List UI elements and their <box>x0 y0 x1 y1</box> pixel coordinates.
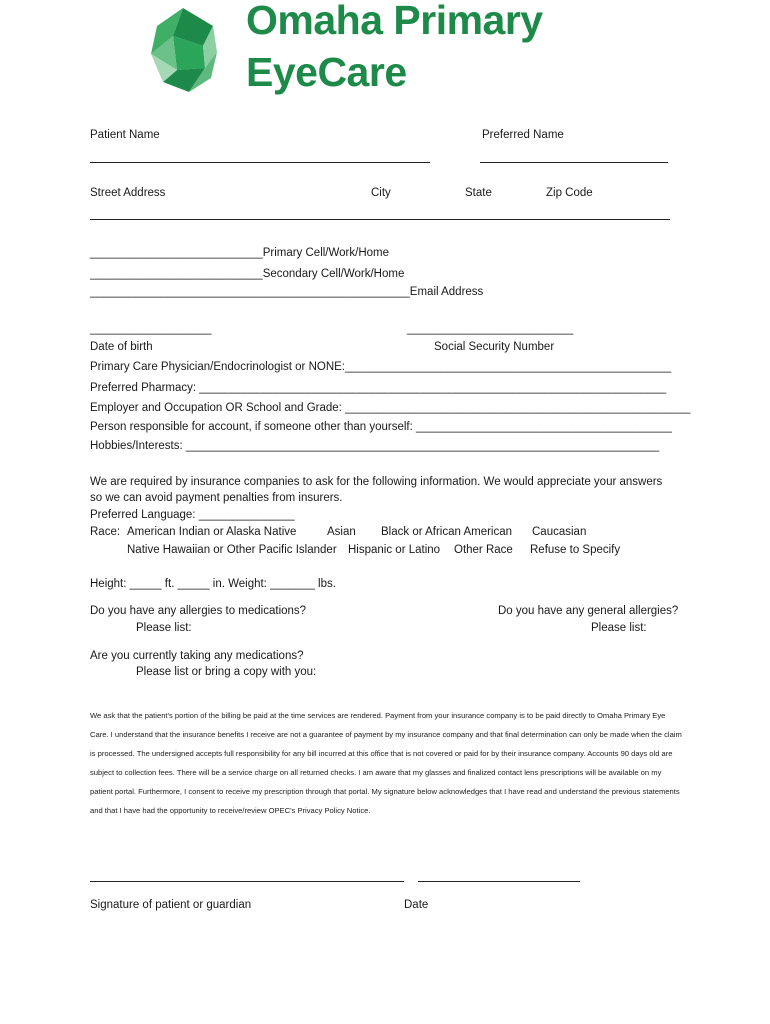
race-option[interactable]: Other Race <box>454 544 513 556</box>
current-medications-question: Are you currently taking any medications? <box>90 650 304 662</box>
primary-care-field[interactable]: Primary Care Physician/Endocrinologist or NONE:___________________________________________________ <box>90 361 672 373</box>
race-option[interactable]: Asian <box>327 526 356 538</box>
insurance-intro-line-2: so we can avoid payment penalties from insurers. <box>90 492 343 504</box>
date-field[interactable] <box>418 881 580 882</box>
hobbies-field[interactable]: Hobbies/Interests: __________________________________________________________________________ <box>90 440 660 452</box>
insurance-intro-line-1: We are required by insurance companies to ask for the following information. We would appreciate your answers <box>90 476 663 488</box>
race-option[interactable]: Black or African American <box>381 526 513 538</box>
email-row[interactable] <box>90 286 483 298</box>
preferred-language-field[interactable]: Preferred Language: _______________ <box>90 509 295 521</box>
address-field[interactable] <box>90 219 670 220</box>
primary-phone-blank[interactable]: ___________________________ <box>90 247 263 259</box>
secondary-phone-blank[interactable]: ___________________________ <box>90 268 263 280</box>
zip-code-label: Zip Code <box>546 187 593 199</box>
medication-allergies-question: Do you have any allergies to medications? <box>90 605 307 617</box>
preferred-name-field[interactable] <box>480 162 668 163</box>
patient-name-field[interactable] <box>90 162 430 163</box>
logo-line-2: EyeCare <box>246 49 407 95</box>
secondary-phone-label: Secondary Cell/Work/Home <box>262 268 405 280</box>
email-blank[interactable]: __________________________________________________ <box>90 286 410 298</box>
date-label: Date <box>404 899 429 911</box>
employer-field[interactable]: Employer and Occupation OR School and Grade: ______________________________________________________ <box>90 402 691 414</box>
signature-field[interactable] <box>90 881 404 882</box>
race-option[interactable]: Hispanic or Latino <box>348 544 441 556</box>
ssn-label: Social Security Number <box>434 341 555 353</box>
city-label: City <box>371 187 391 199</box>
dob-label: Date of birth <box>90 341 153 353</box>
state-label: State <box>465 187 492 199</box>
general-allergies-question: Do you have any general allergies? <box>498 605 679 617</box>
medication-allergies-list-label: Please list: <box>136 622 192 634</box>
primary-phone-row[interactable] <box>90 247 389 259</box>
race-label: Race: <box>90 526 121 538</box>
secondary-phone-row[interactable] <box>90 268 404 280</box>
dob-blank[interactable]: ___________________ <box>90 323 212 335</box>
race-option[interactable]: Caucasian <box>532 526 587 538</box>
logo-line-1: Omaha Primary <box>246 0 543 43</box>
signature-label: Signature of patient or guardian <box>90 899 252 911</box>
pharmacy-field[interactable]: Preferred Pharmacy: _________________________________________________________________________ <box>90 382 667 394</box>
general-allergies-list-label: Please list: <box>591 622 647 634</box>
responsible-field[interactable]: Person responsible for account, if someone other than yourself: ________________________________________ <box>90 421 672 433</box>
street-address-label: Street Address <box>90 187 166 199</box>
preferred-name-label: Preferred Name <box>482 129 564 141</box>
green-prism-logo-icon <box>143 6 219 96</box>
ssn-blank[interactable]: __________________________ <box>407 323 574 335</box>
current-medications-list-label: Please list or bring a copy with you: <box>136 666 317 678</box>
patient-name-label: Patient Name <box>90 129 160 141</box>
email-label: Email Address <box>409 286 484 298</box>
race-option[interactable]: American Indian or Alaska Native <box>127 526 297 538</box>
height-weight-field[interactable]: Height: _____ ft. _____ in. Weight: _______ lbs. <box>90 578 336 590</box>
billing-policy-text: We ask that the patient's portion of the billing be paid at the time services are rendered. Payment from your insurance company is to be paid directly to Omaha Primary Eye Care. I understand that the insurance benefits I receive are not a guarantee of payment by my insurance company and that final determination can only be made when the claim is processed. The undersigned accepts full responsibility for any bill incurred at this office that is not covered or paid for by their insurance company. Accounts 90 days old are subject to collection fees. There will be a service charge on all returned checks. I am aware that my glasses and finalized contact lens prescriptions will be available on my patient portal. Furthermore, I consent to receive my prescription through that portal. My signature below acknowledges that I have read and understand the previous statements and that I have had the opportunity to receive/review OPEC's Privacy Policy Notice. <box>90 711 682 815</box>
race-option[interactable]: Refuse to Specify <box>530 544 621 556</box>
race-option[interactable]: Native Hawaiian or Other Pacific Islander <box>127 544 337 556</box>
primary-phone-label: Primary Cell/Work/Home <box>262 247 389 259</box>
